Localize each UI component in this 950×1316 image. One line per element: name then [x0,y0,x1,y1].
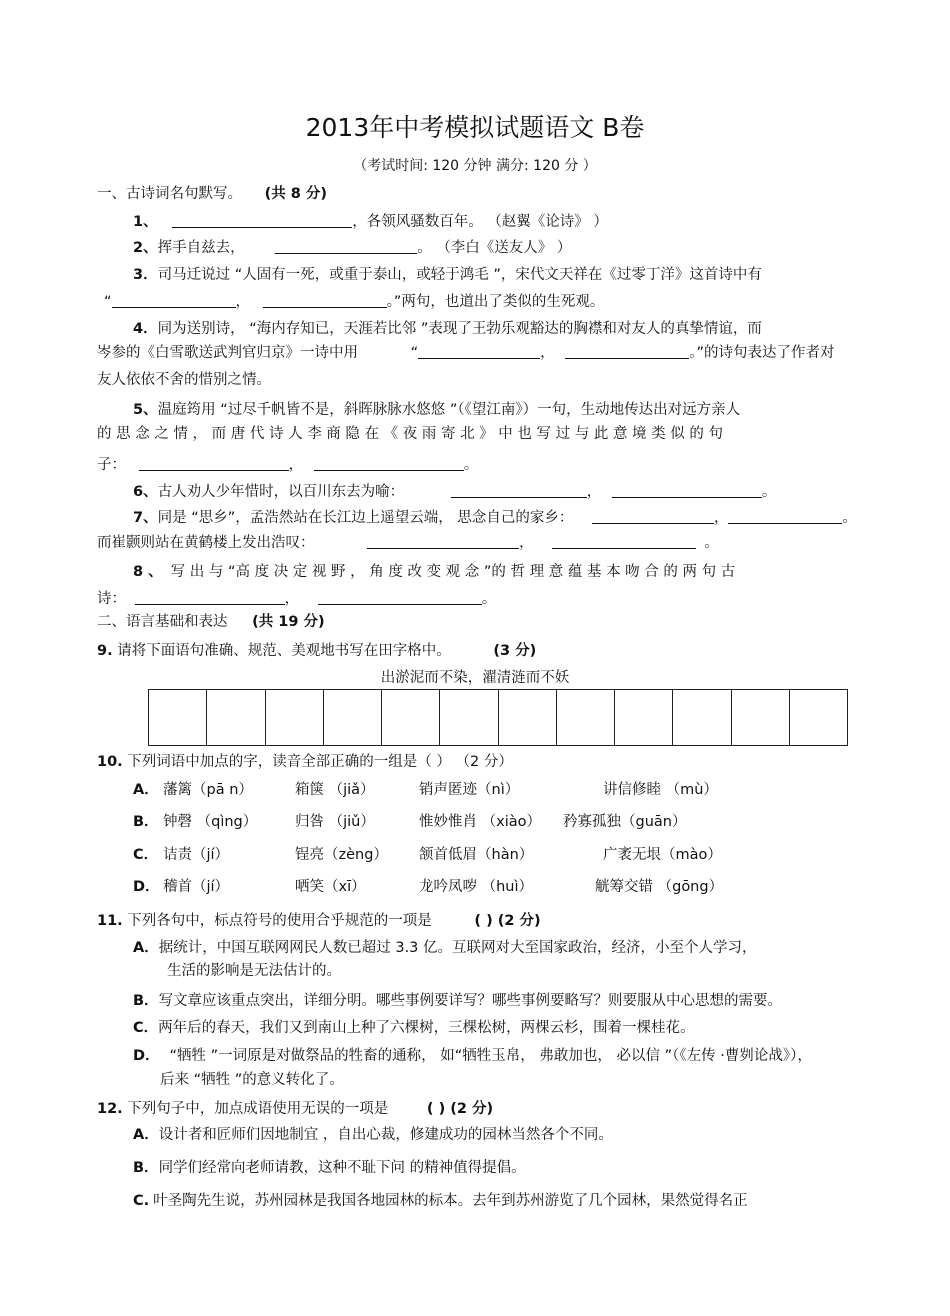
grid-cell[interactable] [440,690,498,745]
q11-option-a-cont: 生活的影响是无法估计的。 [167,963,341,979]
q6: 6、古人劝人少年惜时，以百川东去为喻： ， 。 [133,484,777,500]
q5-line2: 的 思 念 之 情 ， 而 唐 代 诗 人 李 商 隐 在 《 夜 雨 寄 北 》 中 也 写 过 与 此 意 境 类 似 的 句 [97,426,723,442]
q7-line2: 而崔颢则站在黄鹤楼上发出浩叹： ， 。 [97,535,719,551]
q11-option-c: C．两年后的春天，我们又到南山上种了六棵树，三棵松树，两棵云杉，围着一棵桂花。 [133,1020,695,1036]
q10-option-b: B． 钟磬 （qìng） 归咎 （jiǔ） 惟妙惟肖 （xiào） 矜寡孤独（guān） [133,814,687,830]
answer-blank[interactable] [612,482,762,498]
q10-option-d: D． 稽首（jí） 哂笑（xī） 龙吟凤哕 （huì） 觥筹交错 （gōng） [133,879,724,895]
q1: 1、 ，各领风骚数百年。 （赵翼《论诗》 ） [133,214,608,230]
q5-line1: 5、温庭筠用 “过尽千帆皆不是，斜晖脉脉水悠悠 ”（《望江南》）一句，生动地传达出对远方亲人 [133,402,741,418]
q11-option-d-cont: 后来 “牺牲 ”的意义转化了。 [160,1072,344,1088]
grid-cell[interactable] [732,690,790,745]
grid-cell[interactable] [382,690,440,745]
q12-option-b: B．同学们经常向老师请教，这种不耻下问 的精神值得提倡。 [133,1160,526,1176]
answer-blank[interactable] [263,292,387,308]
answer-blank[interactable] [275,238,417,254]
q3-line2: “ ， 。”两句，也道出了类似的生死观。 [104,294,605,310]
q3-line1: 3．司马迁说过 “人固有一死，或重于泰山，或轻于鸿毛 ”，宋代文天祥在《过零丁洋》这首诗中有 [133,267,762,283]
q11-option-a: A．据统计，中国互联网网民人数已超过 3.3 亿。互联网对大至国家政治，经济，小至个人学习， [133,940,757,956]
grid-cell[interactable] [324,690,382,745]
grid-cell[interactable] [499,690,557,745]
q4-line2: 岑参的《白雪歌送武判官归京》一诗中用 “ ， 。”的诗句表达了作者对 [97,345,835,361]
page-title: 2013年中考模拟试题语文 B卷 [305,113,645,142]
q12: 12. 下列句子中，加点成语使用无误的一项是 ( ) (2 分) [97,1101,494,1117]
answer-blank[interactable] [418,343,540,359]
grid-cell[interactable] [149,690,207,745]
grid-cell[interactable] [266,690,324,745]
q8-line1: 8 、 写 出 与 “高 度 决 定 视 野 ， 角 度 改 变 观 念 ”的 哲 理 意 蕴 基 本 吻 合 的 两 句 古 [133,564,736,580]
q10-option-a: A． 藩篱（pā n） 箱箧 （jiǎ） 销声匿迹（nì） 讲信修睦 （mù） [133,782,718,798]
answer-blank[interactable] [135,589,285,605]
q11: 11. 下列各句中，标点符号的使用合乎规范的一项是 ( ) (2 分) [97,913,541,929]
answer-blank[interactable] [112,292,236,308]
section2-heading: 二、语言基础和表达 (共 19 分) [97,614,325,630]
section1-heading: 一、古诗词名句默写。 (共 8 分) [97,186,328,202]
answer-blank[interactable] [367,533,519,549]
q9: 9. 请将下面语句准确、规范、美观地书写在田字格中。 (3 分) [97,643,537,659]
q8-line2: 诗： ， 。 [97,591,497,607]
answer-blank[interactable] [565,343,689,359]
q10-option-c: C． 诘责（jí） 锃亮（zèng） 颔首低眉（hàn） 广袤无垠（mào） [133,847,722,863]
q12-option-c: C. 叶圣陶先生说，苏州园林是我国各地园林的标本。去年到苏州游览了几个园林，果然觉得名正 [133,1193,748,1209]
q4-line3: 友人依依不舍的惜别之情。 [97,372,271,388]
answer-blank[interactable] [139,455,289,471]
grid-cell[interactable] [207,690,265,745]
answer-blank[interactable] [592,508,714,524]
grid-cell[interactable] [790,690,847,745]
q5-line3: 子： ， 。 [97,457,479,473]
answer-blank[interactable] [451,482,587,498]
q2: 2、挥手自兹去， 。 （李白《送友人》 ） [133,240,572,256]
q7-line1: 7、同是 “思乡”，孟浩然站在长江边上遥望云端， 思念自己的家乡： ， 。 [133,510,857,526]
q4-line1: 4．同为送别诗， “海内存知已，天涯若比邻 ”表现了王勃乐观豁达的胸襟和对友人的真挚情谊，而 [133,321,762,337]
exam-info: （考试时间: 120 分钟 满分: 120 分 ） [353,158,597,174]
q11-option-b: B．写文章应该重点突出，详细分明。哪些事例要详写？哪些事例要略写？则要服从中心思想的需要。 [133,993,783,1009]
writing-grid[interactable] [148,689,848,746]
q10: 10. 下列词语中加点的字，读音全部正确的一组是（ ） （2 分） [97,754,513,770]
answer-blank[interactable] [552,533,696,549]
answer-blank[interactable] [318,589,482,605]
q12-option-a: A．设计者和匠师们因地制宜 ，自出心裁，修建成功的园林当然各个不同。 [133,1127,613,1143]
q11-option-d: D． “牺牲 ”一词原是对做祭品的牲畜的通称， 如“牺牲玉帛， 弗敢加也， 必以信 ”（《左传 ·曹刿论战》）， [133,1048,812,1064]
q9-sentence: 出淤泥而不染，濯清涟而不妖 [380,670,570,686]
grid-cell[interactable] [557,690,615,745]
answer-blank[interactable] [314,455,464,471]
grid-cell[interactable] [615,690,673,745]
answer-blank[interactable] [172,212,352,228]
grid-cell[interactable] [673,690,731,745]
answer-blank[interactable] [728,508,842,524]
